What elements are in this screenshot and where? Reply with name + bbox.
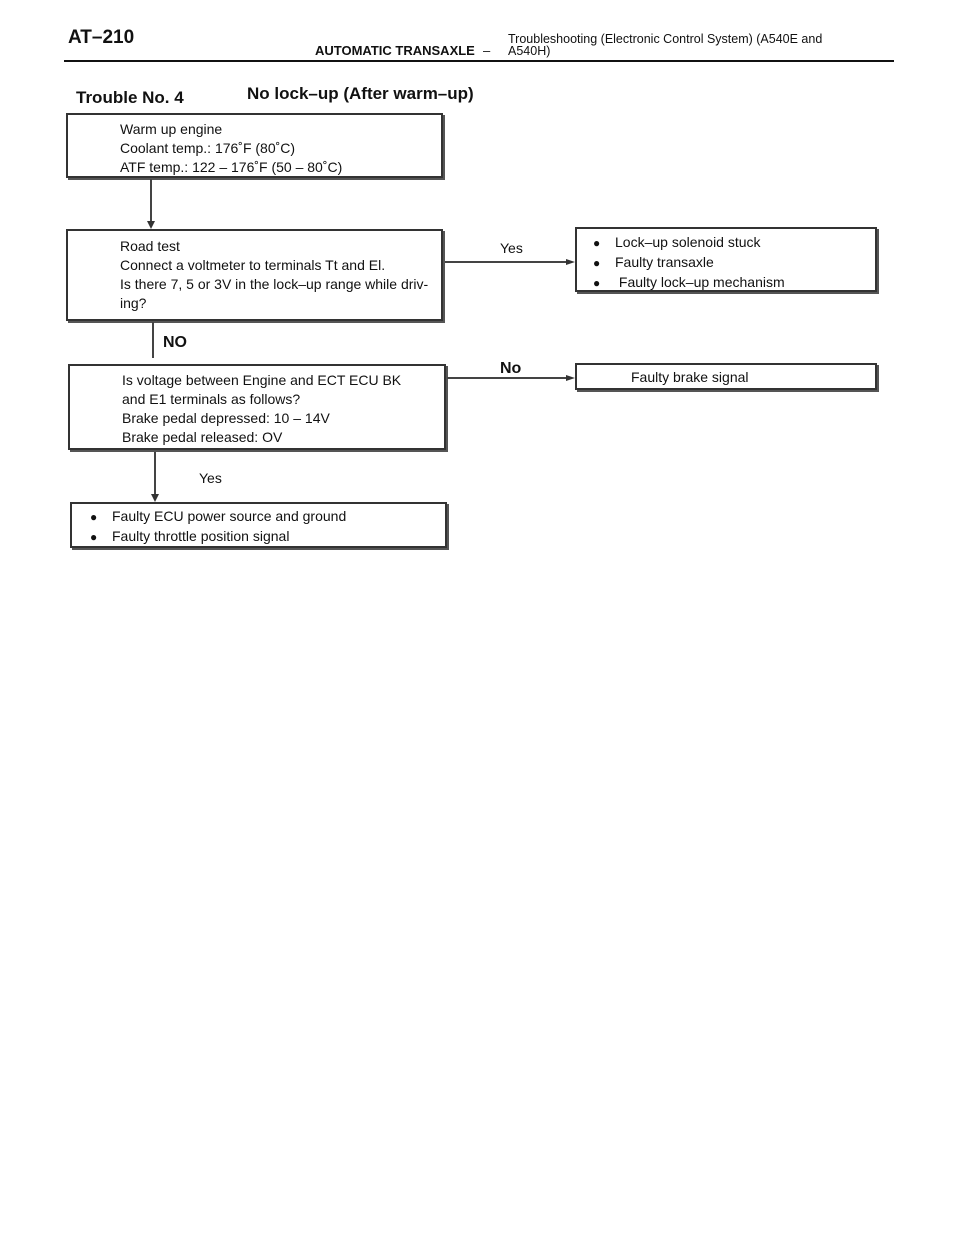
bullet-icon: ●: [593, 256, 601, 270]
brake-result-box: [575, 363, 877, 390]
voltage-check-line: Brake pedal depressed: 10 – 14V: [122, 410, 330, 426]
yes-label: Yes: [199, 470, 222, 486]
connector-line: [152, 322, 154, 358]
warmup-line: Coolant temp.: 176˚F (80˚C): [120, 140, 296, 156]
warmup-line: ATF temp.: 122 – 176˚F (50 – 80˚C): [120, 159, 343, 175]
voltage-check-box: [68, 364, 446, 450]
arrow-right-icon: [566, 375, 575, 381]
section-title: AUTOMATIC TRANSAXLE: [315, 43, 475, 58]
bullet-item: [593, 233, 875, 253]
road-test-line: Road test: [120, 238, 180, 254]
road-test-box: [66, 229, 443, 321]
no-label: NO: [163, 334, 187, 351]
arrow-right-icon: [566, 259, 575, 265]
connector-line: [154, 452, 156, 495]
bullet-icon: ●: [90, 510, 98, 524]
road-test-line: Connect a voltmeter to terminals Tt and El.: [120, 257, 386, 273]
page-number: AT–210: [68, 27, 135, 48]
bullet-item: [90, 507, 445, 527]
road-test-line: ing?: [120, 295, 147, 311]
header-dash: –: [483, 43, 491, 58]
connector-line: [447, 377, 567, 379]
header-subtitle: Troubleshooting (Electronic Control System) (A540E and A540H): [508, 32, 823, 58]
connector-line: [445, 261, 567, 263]
bullet-icon: ●: [593, 276, 601, 290]
arrow-down-icon: [147, 221, 155, 229]
trouble-title: No lock–up (After warm–up): [247, 84, 474, 103]
ecu-results-box: [70, 502, 447, 548]
bullet-item: [593, 273, 875, 293]
no-label: No: [500, 360, 522, 377]
warmup-line: Warm up engine: [120, 121, 223, 137]
warmup-box: [66, 113, 443, 178]
yes-label: Yes: [500, 240, 523, 256]
bullet-text: Lock–up solenoid stuck: [615, 234, 761, 250]
header-rule: [64, 60, 894, 62]
bullet-text: Faulty lock–up mechanism: [615, 274, 785, 290]
bullet-text: Faulty throttle position signal: [112, 528, 290, 544]
voltage-check-line: and E1 terminals as follows?: [122, 391, 301, 407]
voltage-check-line: Brake pedal released: OV: [122, 429, 283, 445]
bullet-item: [593, 253, 875, 273]
brake-result-text: Faulty brake signal: [631, 369, 749, 385]
bullet-icon: ●: [90, 530, 98, 544]
lockup-results-box: [575, 227, 877, 292]
bullet-text: Faulty ECU power source and ground: [112, 508, 347, 524]
voltage-check-line: Is voltage between Engine and ECT ECU BK: [122, 372, 402, 388]
connector-line: [150, 179, 152, 221]
bullet-icon: ●: [593, 236, 601, 250]
arrow-down-icon: [151, 494, 159, 502]
trouble-number: Trouble No. 4: [76, 88, 184, 107]
bullet-text: Faulty transaxle: [615, 254, 714, 270]
road-test-line: Is there 7, 5 or 3V in the lock–up range while driv-: [120, 276, 429, 292]
bullet-item: [90, 527, 445, 547]
